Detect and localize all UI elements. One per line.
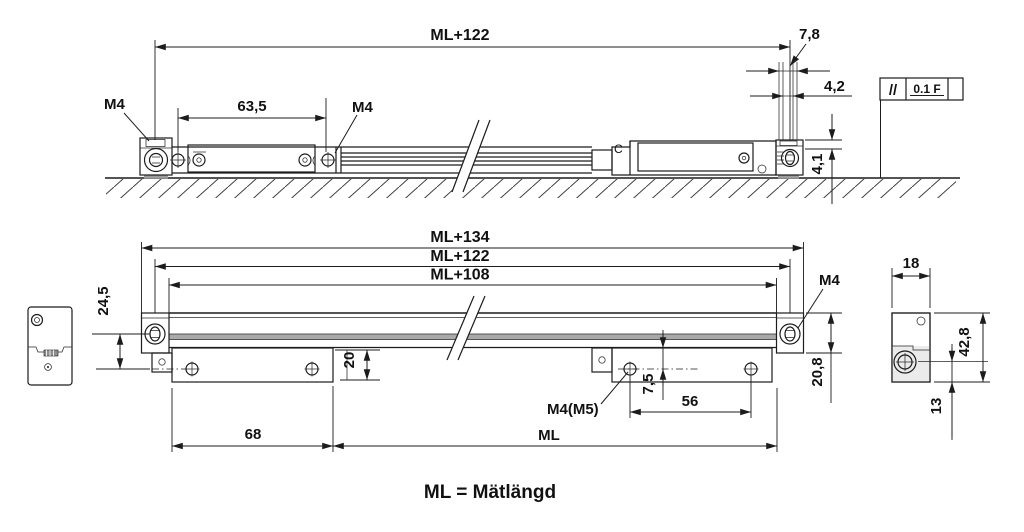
dim-label-20: 20 <box>341 351 358 369</box>
m4-callout-right <box>335 99 373 153</box>
dim-label-13: 13 <box>928 397 945 415</box>
mounting-plate-top-view <box>188 145 315 172</box>
dimension-18 <box>892 255 930 308</box>
right-end-block-top-view <box>776 140 803 178</box>
m4-m5-hole-right-1 <box>623 362 638 377</box>
m4-callout-left <box>104 96 149 141</box>
dim-label-42-8: 42,8 <box>956 327 973 357</box>
label-m4-m5: M4(M5) <box>547 401 599 418</box>
label-m4-left: M4 <box>104 96 125 113</box>
dim-label-ml: ML <box>538 427 560 444</box>
right-side-view <box>892 255 990 440</box>
tolerance-frame <box>880 78 963 178</box>
dim-label-ml-plus-108: ML+108 <box>430 266 490 284</box>
label-m4-bottom: M4 <box>819 272 840 289</box>
left-mounting-plate <box>96 348 356 382</box>
dimension-7-8 <box>746 26 830 140</box>
dim-label-ml-plus-134: ML+134 <box>430 229 490 246</box>
dimension-4-2 <box>750 78 852 96</box>
dimension-68 <box>172 386 333 452</box>
dim-label-68: 68 <box>244 426 262 443</box>
scale-track-band <box>169 334 776 340</box>
dim-label-18: 18 <box>902 255 920 272</box>
dim-label-63-5: 63,5 <box>237 98 267 115</box>
left-end-block-top-view <box>140 138 172 178</box>
m4-callout-bottom <box>798 272 840 328</box>
dim-label-24-5: 24,5 <box>95 286 112 316</box>
parallelism-symbol: // <box>888 82 898 99</box>
m4-m5-hole-right-2 <box>744 362 759 377</box>
label-m4-right: M4 <box>352 99 373 116</box>
reading-head-top-view <box>592 141 776 175</box>
top-view-side-elevation <box>104 26 963 204</box>
dim-label-ml-plus-122-top: ML+122 <box>430 27 490 44</box>
dim-label-20-8: 20,8 <box>809 357 826 387</box>
dimension-42-8 <box>934 313 990 382</box>
dim-label-56: 56 <box>681 393 699 410</box>
dimension-ml <box>333 388 777 452</box>
m4-screw-right-top-view <box>320 152 336 168</box>
dim-label-ml-plus-122-bottom: ML+122 <box>430 248 490 265</box>
dimension-20-8 <box>806 313 842 403</box>
dim-label-4-2: 4,2 <box>824 78 845 95</box>
dimension-20 <box>335 350 380 380</box>
left-end-block-bottom-view <box>142 313 170 353</box>
caption-ml-definition: ML = Mätlängd <box>423 482 557 503</box>
right-mounting-plate <box>592 348 772 382</box>
dim-label-4-1: 4,1 <box>809 153 826 175</box>
clamp-screw-side-view <box>894 351 916 373</box>
dimension-ml-plus-122-top <box>155 27 790 140</box>
dimension-13 <box>928 344 952 440</box>
dimension-63-5 <box>178 98 326 152</box>
m4-m5-callout <box>547 372 628 418</box>
dim-label-7-5: 7,5 <box>640 373 657 395</box>
tolerance-value: 0.1 F <box>913 82 941 96</box>
bottom-view-plan <box>92 229 842 452</box>
right-end-block-bottom-view <box>777 313 804 353</box>
ground-hatch <box>106 179 956 198</box>
dimension-7-5 <box>640 330 663 400</box>
m4-hole-left-2 <box>305 362 320 377</box>
left-end-view <box>28 307 72 385</box>
section-letter-c: C <box>614 142 623 156</box>
m4-hole-left-1 <box>185 362 200 377</box>
dim-label-7-8: 7,8 <box>799 26 820 43</box>
break-symbol-bottom-view <box>447 296 485 360</box>
